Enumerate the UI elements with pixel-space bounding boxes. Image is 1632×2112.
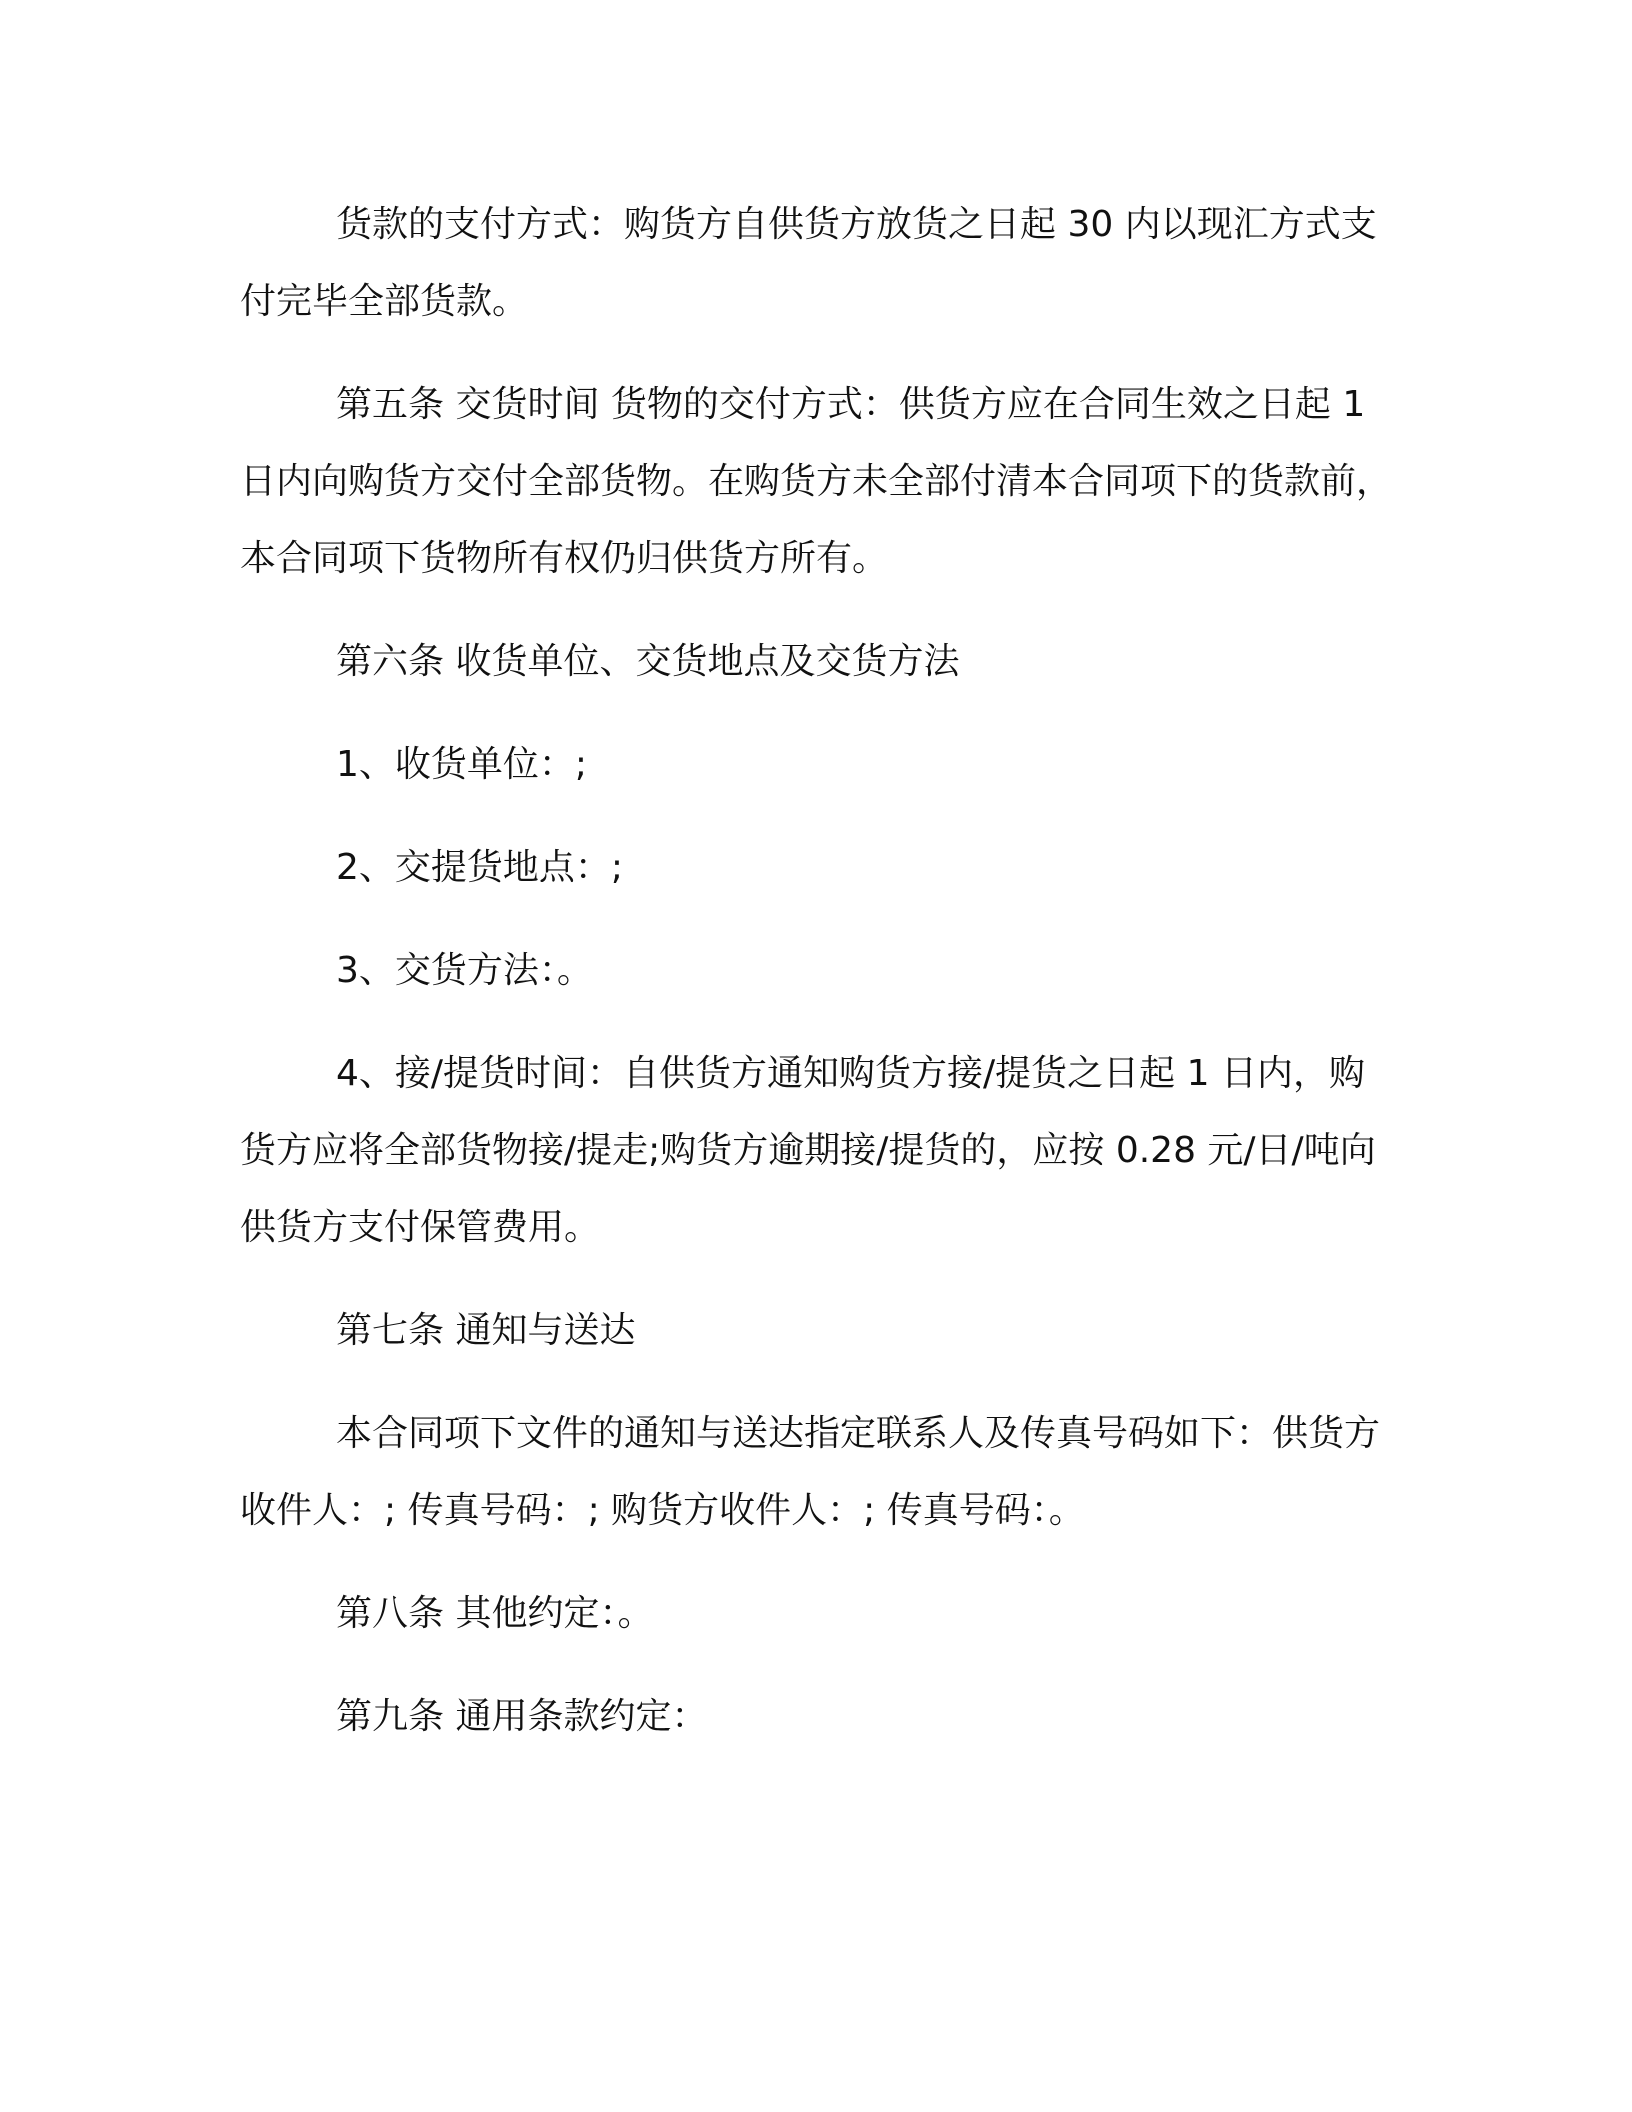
paragraph-notice-contacts: 本合同项下文件的通知与送达指定联系人及传真号码如下：供货方收件人：; 传真号码：; 购货方收件人：; 传真号码：。 (240, 1413, 1381, 1531)
paragraph-payment-method: 货款的支付方式：购货方自供货方放货之日起 30 内以现汇方式支付完毕全部货款。 (240, 204, 1377, 322)
paragraph-article-8-other: 第八条 其他约定：。 (336, 1593, 654, 1634)
paragraph-article-6-heading: 第六条 收货单位、交货地点及交货方法 (336, 641, 960, 682)
document-body (240, 186, 1400, 1781)
paragraph-pickup-time: 4、接/提货时间：自供货方通知购货方接/提货之日起 1 日内，购货方应将全部货物接/提走;购货方逾期接/提货的，应按 0.28 元/日/吨向供货方支付保管费用。 (240, 1053, 1376, 1248)
paragraph-delivery-method: 3、交货方法：。 (336, 950, 593, 991)
paragraph-pickup-location: 2、交提货地点：; (336, 847, 624, 888)
paragraph-article-9-general: 第九条 通用条款约定： (336, 1696, 708, 1737)
paragraph-receiving-unit: 1、收货单位：; (336, 744, 588, 785)
paragraph-article-7-heading: 第七条 通知与送达 (336, 1310, 636, 1351)
paragraph-article-5-delivery-time: 第五条 交货时间 货物的交付方式：供货方应在合同生效之日起 1 日内向购货方交付全部货物。在购货方未全部付清本合同项下的货款前，本合同项下货物所有权仍归供货方所有。 (240, 384, 1393, 579)
